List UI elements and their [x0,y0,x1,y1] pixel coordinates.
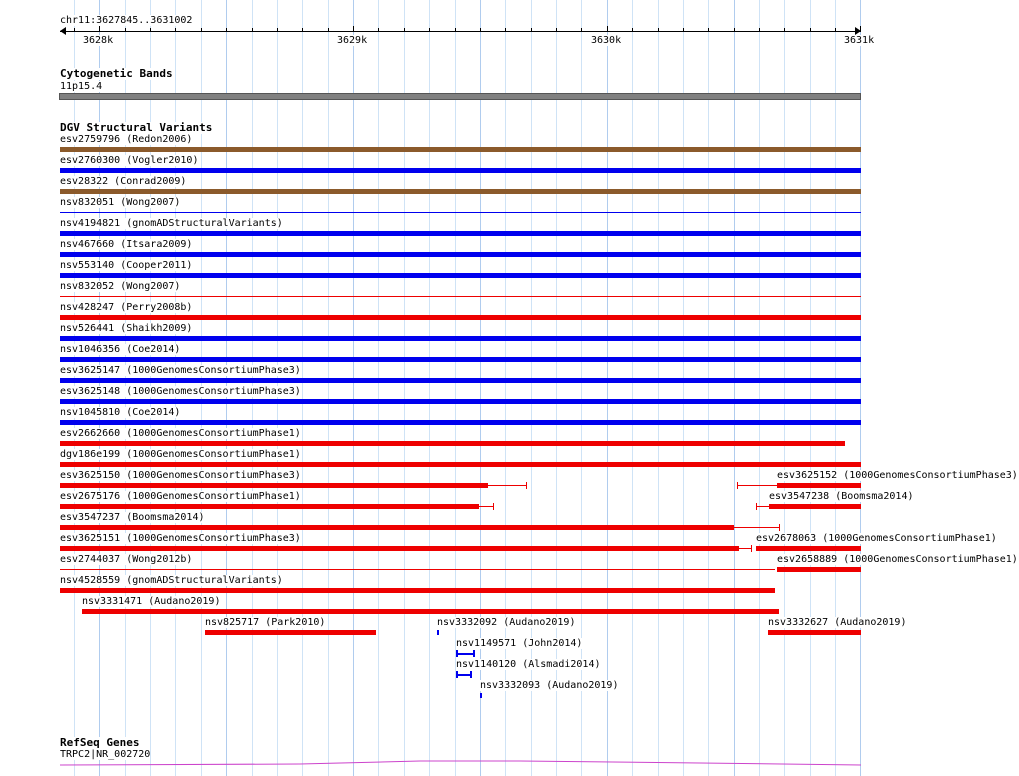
variant-label[interactable]: esv3625147 (1000GenomesConsortiumPhase3) [60,365,301,376]
variant-label[interactable]: esv3625151 (1000GenomesConsortiumPhase3) [60,533,301,544]
variant-label[interactable]: nsv3332627 (Audano2019) [768,617,907,628]
variant-label[interactable]: esv2744037 (Wong2012b) [60,554,193,565]
cytoband-track-title[interactable]: Cytogenetic Bands [60,67,173,80]
variant-label[interactable]: nsv1046356 (Coe2014) [60,344,181,355]
gene-feature-line [60,761,861,765]
variant-label[interactable]: nsv428247 (Perry2008b) [60,302,193,313]
variant-label[interactable]: nsv3331471 (Audano2019) [82,596,221,607]
variant-label[interactable]: nsv1140120 (Alsmadi2014) [456,659,601,670]
variant-label[interactable]: esv28322 (Conrad2009) [60,176,187,187]
variant-label[interactable]: esv3625152 (1000GenomesConsortiumPhase3) [777,470,1018,481]
variant-label[interactable]: nsv832052 (Wong2007) [60,281,181,292]
variant-label[interactable]: nsv553140 (Cooper2011) [60,260,193,271]
variant-label[interactable]: nsv467660 (Itsara2009) [60,239,193,250]
variant-label[interactable]: esv2675176 (1000GenomesConsortiumPhase1) [60,491,301,502]
ruler-label: 3630k [591,35,622,46]
variant-label[interactable]: nsv832051 (Wong2007) [60,197,181,208]
refseq-gene-label: TRPC2|NR_002720 [60,749,151,760]
variant-label[interactable]: nsv1045810 (Coe2014) [60,407,181,418]
variant-label[interactable]: esv2759796 (Redon2006) [60,134,193,145]
variant-label[interactable]: nsv3332093 (Audano2019) [480,680,619,691]
variant-label[interactable]: esv2662660 (1000GenomesConsortiumPhase1) [60,428,301,439]
ruler-label: 3628k [83,35,114,46]
variant-label[interactable]: nsv3332092 (Audano2019) [437,617,576,628]
variant-label[interactable]: esv3547237 (Boomsma2014) [60,512,205,523]
ruler-label: 3631k [844,35,875,46]
variant-label[interactable]: dgv186e199 (1000GenomesConsortiumPhase1) [60,449,301,460]
variant-label[interactable]: esv3625150 (1000GenomesConsortiumPhase3) [60,470,301,481]
variant-label[interactable]: nsv1149571 (John2014) [456,638,583,649]
region-label: chr11:3627845..3631002 [60,15,193,26]
ruler-label: 3629k [337,35,368,46]
refseq-track-title[interactable]: RefSeq Genes [60,736,140,749]
variant-label[interactable]: esv2658889 (1000GenomesConsortiumPhase1) [777,554,1018,565]
variant-label[interactable]: nsv4528559 (gnomADStructuralVariants) [60,575,283,586]
dgv-track-title[interactable]: DGV Structural Variants [60,121,213,134]
variant-label[interactable]: esv2678063 (1000GenomesConsortiumPhase1) [756,533,997,544]
variant-label[interactable]: esv3547238 (Boomsma2014) [769,491,914,502]
variant-label[interactable]: nsv4194821 (gnomADStructuralVariants) [60,218,283,229]
cytoband-name: 11p15.4 [60,81,103,92]
variant-label[interactable]: nsv825717 (Park2010) [205,617,326,628]
variant-label[interactable]: esv3625148 (1000GenomesConsortiumPhase3) [60,386,301,397]
variant-label[interactable]: nsv526441 (Shaikh2009) [60,323,193,334]
refseq-gene-track[interactable] [0,756,890,770]
variant-label[interactable]: esv2760300 (Vogler2010) [60,155,199,166]
